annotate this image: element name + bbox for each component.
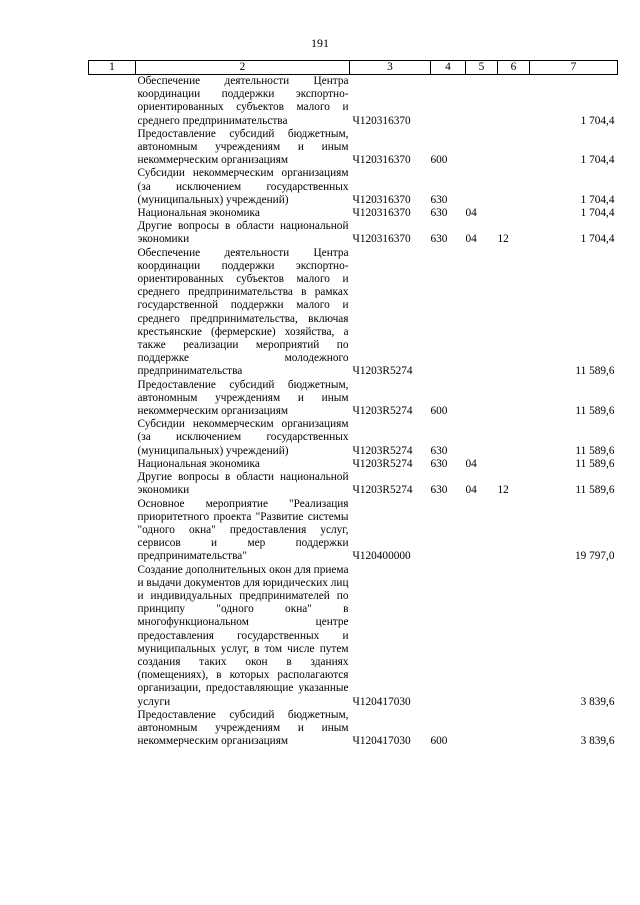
- expense-type: 600: [430, 154, 448, 167]
- item-name: Национальная экономика: [137, 207, 260, 220]
- section-code: [466, 498, 498, 564]
- empty-cell: [89, 458, 136, 471]
- section-code: [466, 128, 498, 168]
- item-name: Субсидии некоммерческим организациям (за исключением государственных (муниципальных) учреждений): [137, 418, 349, 457]
- target-code: Ч1203R5274: [352, 405, 413, 418]
- empty-cell: [89, 471, 136, 497]
- table-row: [89, 167, 618, 207]
- table-row: [89, 471, 618, 497]
- empty-cell: [89, 167, 136, 207]
- column-header: 2: [136, 61, 350, 75]
- expense-type: 630: [430, 457, 448, 470]
- amount: 3 839,6: [580, 695, 615, 708]
- expense-type: 630: [430, 233, 448, 246]
- empty-cell: [89, 220, 136, 246]
- target-code: Ч1203R5274: [352, 365, 413, 378]
- item-name: Создание дополнительных окон для приема и выдачи документов для юридических лиц и индивидуальных предпринимателей по принципу "одного окна" в многофункциональном центре предоставления государственных и муниципальных услуг, в том числе путем создания таких окон в зданиях (помещениях), в которых располагаются организации, предоставляющие указанные услуги: [137, 563, 349, 708]
- section-code: 04: [465, 484, 477, 497]
- table-row: [89, 709, 618, 749]
- amount: 11 589,6: [575, 365, 615, 378]
- section-code: [466, 418, 498, 458]
- target-code: Ч120316370: [352, 207, 411, 220]
- expense-type: [431, 75, 466, 128]
- empty-cell: [89, 247, 136, 379]
- subsection-code: 12: [497, 233, 509, 246]
- item-name: Обеспечение деятельности Центра координации поддержки экспортно-ориентированных субъектов малого и среднего предпринимательства в рамках государственной поддержки малого и среднего предпринимательства, включая крестьянские (фермерские) хозяйства, а также реализации мероприятий по поддержке молодежного предпринимательства: [137, 246, 349, 378]
- subsection-code: [498, 207, 530, 220]
- column-header: 7: [530, 61, 618, 75]
- amount: 3 839,6: [580, 735, 615, 748]
- expense-type: 630: [430, 444, 448, 457]
- subsection-code: [498, 458, 530, 471]
- subsection-code: [498, 709, 530, 749]
- empty-cell: [89, 418, 136, 458]
- amount: 11 589,6: [575, 457, 615, 470]
- empty-cell: [89, 207, 136, 220]
- amount: 11 589,6: [575, 484, 615, 497]
- table-row: [89, 247, 618, 379]
- empty-cell: [89, 498, 136, 564]
- subsection-code: [498, 75, 530, 128]
- target-code: Ч120316370: [352, 233, 411, 246]
- item-name: Другие вопросы в области национальной экономики: [137, 471, 349, 497]
- subsection-code: [498, 498, 530, 564]
- subsection-code: [498, 167, 530, 207]
- empty-cell: [89, 709, 136, 749]
- section-code: 04: [465, 233, 477, 246]
- expense-type: 630: [430, 193, 448, 206]
- target-code: Ч120417030: [352, 735, 411, 748]
- section-code: [466, 167, 498, 207]
- subsection-code: [498, 418, 530, 458]
- section-code: [466, 247, 498, 379]
- section-code: [466, 709, 498, 749]
- empty-cell: [89, 128, 136, 168]
- amount: 1 704,4: [580, 154, 615, 167]
- subsection-code: 12: [497, 484, 509, 497]
- column-number-header: [89, 61, 618, 75]
- expense-type: [431, 564, 466, 709]
- target-code: Ч1203R5274: [352, 444, 413, 457]
- amount: 19 797,0: [574, 550, 615, 563]
- target-code: Ч120417030: [352, 695, 411, 708]
- section-code: 04: [465, 207, 477, 220]
- target-code: Ч120316370: [352, 114, 411, 127]
- subsection-code: [498, 128, 530, 168]
- target-code: Ч1203R5274: [352, 484, 413, 497]
- target-code: Ч120316370: [352, 193, 411, 206]
- amount: 1 704,4: [580, 114, 615, 127]
- expense-type: 600: [430, 735, 448, 748]
- expense-type: 600: [430, 405, 448, 418]
- section-code: 04: [465, 457, 477, 470]
- item-name: Предоставление субсидий бюджетным, автономным учреждениям и иным некоммерческим организациям: [137, 127, 349, 167]
- item-name: Предоставление субсидий бюджетным, автономным учреждениям и иным некоммерческим организациям: [137, 378, 349, 418]
- target-code: Ч120316370: [352, 154, 411, 167]
- table-row: [89, 564, 618, 709]
- table-row: [89, 128, 618, 168]
- table-row: [89, 379, 618, 419]
- column-header: 1: [89, 61, 136, 75]
- item-name: Предоставление субсидий бюджетным, автономным учреждениям и иным некоммерческим организациям: [137, 708, 349, 748]
- expense-type: 630: [430, 207, 448, 220]
- expense-type: 630: [430, 484, 448, 497]
- empty-cell: [89, 75, 136, 128]
- amount: 1 704,4: [580, 193, 615, 206]
- table-row: [89, 207, 618, 220]
- column-header: 4: [431, 61, 466, 75]
- empty-cell: [89, 379, 136, 419]
- subsection-code: [498, 247, 530, 379]
- page-number: 191: [311, 36, 329, 50]
- expense-type: [431, 247, 466, 379]
- section-code: [466, 379, 498, 419]
- table-row: [89, 75, 618, 128]
- item-name: Национальная экономика: [137, 457, 260, 470]
- section-code: [466, 564, 498, 709]
- empty-cell: [89, 564, 136, 709]
- item-name: Основное мероприятие "Реализация приоритетного проекта "Развитие системы "одного окна" предоставления услуг, сервисов и мер поддержки предпринимательства": [137, 497, 349, 563]
- column-header: 5: [466, 61, 498, 75]
- subsection-code: [498, 564, 530, 709]
- table-row: [89, 418, 618, 458]
- section-code: [466, 75, 498, 128]
- amount: 1 704,4: [580, 207, 615, 220]
- item-name: Другие вопросы в области национальной экономики: [137, 220, 349, 246]
- target-code: Ч1203R5274: [352, 457, 413, 470]
- column-header: 6: [498, 61, 530, 75]
- expense-type: [431, 498, 466, 564]
- target-code: Ч120400000: [352, 550, 411, 563]
- table-row: [89, 458, 618, 471]
- amount: 11 589,6: [575, 444, 615, 457]
- table-body: [89, 75, 618, 749]
- amount: 11 589,6: [575, 405, 615, 418]
- item-name: Обеспечение деятельности Центра координации поддержки экспортно-ориентированных субъектов малого и среднего предпринимательства: [137, 75, 349, 127]
- column-header: 3: [350, 61, 431, 75]
- table-row: [89, 498, 618, 564]
- amount: 1 704,4: [580, 233, 615, 246]
- item-name: Субсидии некоммерческим организациям (за исключением государственных (муниципальных) учреждений): [137, 167, 349, 206]
- budget-table: [88, 60, 618, 748]
- subsection-code: [498, 379, 530, 419]
- table-row: [89, 220, 618, 246]
